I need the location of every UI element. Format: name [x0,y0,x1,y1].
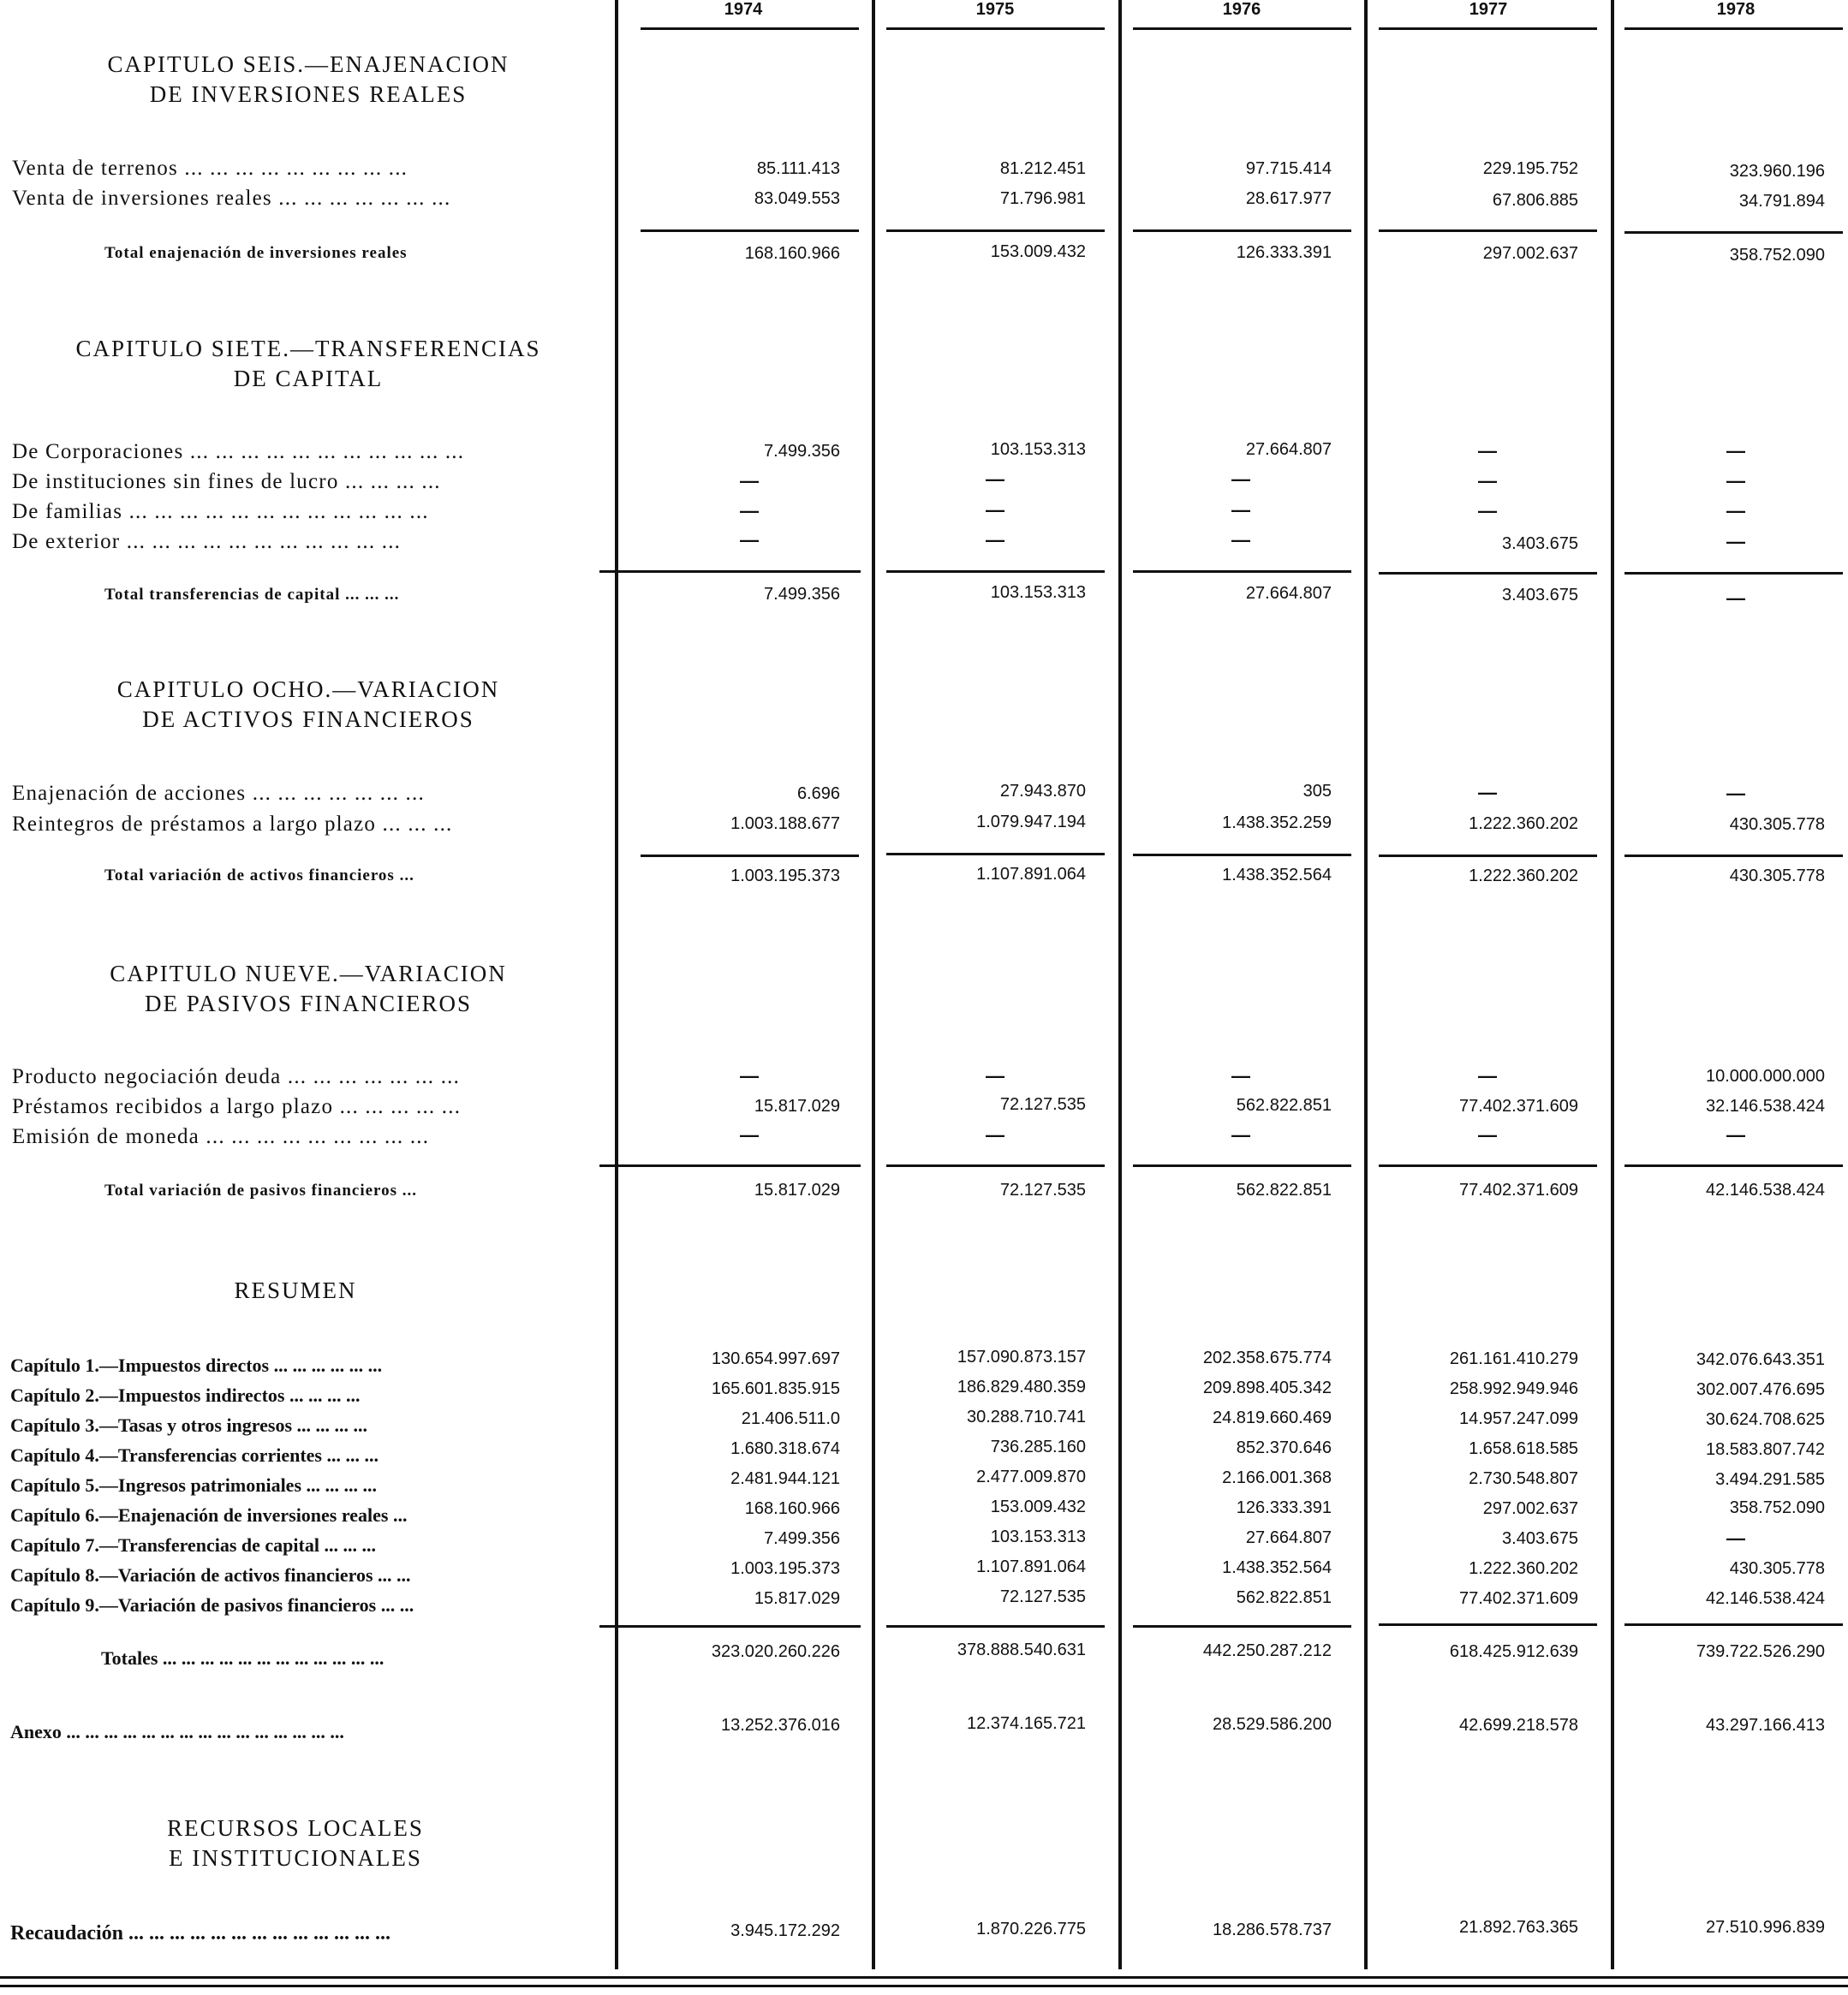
cell-value: — [740,529,759,551]
resumen-value: — [1726,1528,1745,1549]
total-rule [1624,231,1843,234]
recaudacion-value: 27.510.996.839 [1705,1918,1825,1937]
cell-value: — [986,1065,1004,1087]
resumen-value: 165.601.835.915 [711,1379,840,1398]
cell-value: — [1478,782,1497,803]
resumen-value: 736.285.160 [990,1438,1086,1456]
cell-value: — [1726,500,1745,521]
resumen-value: 2.477.009.870 [976,1468,1086,1486]
cell-value: 27.943.870 [999,782,1086,801]
header-rule [1624,27,1843,30]
resumen-value: 168.160.966 [744,1499,840,1518]
resumen-value: 77.402.371.609 [1458,1589,1578,1608]
header-rule [1133,27,1351,30]
resumen-label: Capítulo 3.—Tasas y otros ingresos ... ... ... ... [10,1414,368,1436]
column-divider [1611,0,1614,1969]
cell-value: — [1726,1124,1745,1146]
total-rule [1379,1623,1597,1626]
total-value: 72.127.535 [999,1181,1086,1200]
resumen-value: 72.127.535 [999,1587,1086,1606]
resumen-value: 103.153.313 [990,1528,1086,1546]
total-rule [1133,854,1351,856]
column-divider [1364,0,1368,1969]
resumen-value: 562.822.851 [1236,1588,1332,1607]
resumen-value: 342.076.643.351 [1696,1350,1825,1369]
totales-value: 323.020.260.226 [711,1642,840,1661]
cell-value: — [740,500,759,521]
total-value: 297.002.637 [1482,244,1578,263]
total-rule [886,1164,1105,1167]
total-value: 7.499.356 [764,585,840,604]
total-rule [886,229,1105,232]
resumen-value: 157.090.873.157 [957,1348,1086,1367]
cell-value: 323.960.196 [1729,162,1825,181]
total-value: 42.146.538.424 [1705,1181,1825,1200]
resumen-value: 7.499.356 [764,1529,840,1548]
cell-value: 97.715.414 [1245,159,1332,178]
recaudacion-label: Recaudación ... ... ... ... ... ... ... ... ... ... ... ... ... [10,1922,390,1944]
total-rule [1133,1164,1351,1167]
total-label: Total variación de pasivos financieros ... [104,1182,418,1200]
cell-value: 85.111.413 [756,159,840,178]
resumen-value: 297.002.637 [1482,1499,1578,1518]
cell-value: 103.153.313 [990,440,1086,459]
cell-value: 27.664.807 [1245,440,1332,459]
resumen-value: 30.288.710.741 [966,1408,1086,1426]
total-label: Total transferencias de capital ... ... ... [104,586,400,604]
year-header: 1974 [724,0,763,19]
year-header: 1976 [1222,0,1261,19]
total-rule [1624,855,1843,857]
cell-value: 6.696 [796,784,840,803]
cell-value: 1.003.188.677 [730,814,840,833]
resumen-value: 358.752.090 [1729,1498,1825,1517]
total-value: 15.817.029 [754,1181,840,1200]
cell-value: — [1231,529,1250,551]
total-rule [886,570,1105,573]
resumen-value: 202.358.675.774 [1202,1349,1332,1367]
row-label: Emisión de moneda ... ... ... ... ... ... ... ... ... [12,1125,430,1148]
row-label: De Corporaciones ... ... ... ... ... ... ... ... ... ... ... [12,440,465,463]
resumen-value: 14.957.247.099 [1458,1409,1578,1428]
total-rule [641,855,859,857]
cell-value: 1.079.947.194 [976,813,1086,831]
total-rule [641,229,859,232]
resumen-label: Capítulo 1.—Impuestos directos ... ... ... ... ... ... [10,1355,383,1376]
recaudacion-value: 18.286.578.737 [1212,1921,1332,1939]
column-divider [1118,0,1122,1969]
resumen-value: 153.009.432 [990,1498,1086,1516]
total-rule [1379,1164,1597,1167]
row-label: De exterior ... ... ... ... ... ... ... ... ... ... ... [12,530,402,553]
resumen-label: Capítulo 7.—Transferencias de capital ... ... ... [10,1534,376,1556]
total-value: 27.664.807 [1245,584,1332,603]
cell-value: — [986,529,1004,551]
anexo-value: 13.252.376.016 [720,1716,840,1735]
total-value: 562.822.851 [1236,1181,1332,1200]
total-value: 358.752.090 [1729,246,1825,265]
resumen-value: 302.007.476.695 [1696,1380,1825,1399]
cell-value: — [1231,1065,1250,1087]
total-label: Total variación de activos financieros ... [104,866,414,884]
resumen-value: 258.992.949.946 [1449,1379,1578,1398]
total-value: 3.403.675 [1502,586,1578,604]
totales-value: 739.722.526.290 [1696,1642,1825,1661]
cell-value: 28.617.977 [1245,189,1332,208]
cell-value: 1.222.360.202 [1469,814,1578,833]
cell-value: — [1478,1124,1497,1146]
resumen-value: 1.222.360.202 [1469,1559,1578,1578]
recursos-title: RECURSOS LOCALES E INSTITUCIONALES [167,1815,424,1871]
section-title: CAPITULO SEIS.—ENAJENACION DE INVERSIONES REALES [107,51,510,107]
total-rule [1133,570,1351,573]
cell-value: 229.195.752 [1482,159,1578,178]
cell-value: — [1726,783,1745,804]
total-value: 103.153.313 [990,583,1086,602]
resumen-value: 2.481.944.121 [730,1469,840,1488]
row-label: Préstamos recibidos a largo plazo ... ... ... ... ... [12,1095,462,1118]
total-rule [599,1164,861,1167]
total-rule [1133,1625,1351,1628]
cell-value: 7.499.356 [764,442,840,461]
bottom-rule [0,1985,1848,1987]
anexo-value: 28.529.586.200 [1212,1715,1332,1734]
section-title: CAPITULO NUEVE.—VARIACION DE PASIVOS FINANCIEROS [110,961,507,1016]
resumen-value: 3.403.675 [1502,1529,1578,1548]
resumen-value: 186.829.480.359 [957,1378,1086,1396]
section-title: CAPITULO OCHO.—VARIACION DE ACTIVOS FINANCIEROS [116,676,500,732]
resumen-label: Capítulo 5.—Ingresos patrimoniales ... ... ... ... [10,1474,378,1496]
cell-value: — [986,468,1004,490]
cell-value: 81.212.451 [999,159,1086,178]
cell-value: — [1478,500,1497,521]
totales-value: 618.425.912.639 [1449,1642,1578,1661]
resumen-value: 430.305.778 [1729,1559,1825,1578]
total-rule [1133,229,1351,232]
recaudacion-value: 1.870.226.775 [976,1920,1086,1938]
total-rule [1379,572,1597,575]
resumen-value: 1.003.195.373 [730,1559,840,1578]
cell-value: 67.806.885 [1492,191,1578,210]
year-header: 1975 [975,0,1015,19]
row-label: Venta de terrenos ... ... ... ... ... ... ... ... ... [12,157,408,180]
total-value: 77.402.371.609 [1458,1181,1578,1200]
cell-value: 72.127.535 [999,1095,1086,1114]
recaudacion-value: 3.945.172.292 [730,1921,840,1940]
total-value: 1.222.360.202 [1469,866,1578,885]
cell-value: — [740,470,759,491]
column-divider [615,0,618,1969]
total-rule [599,570,861,573]
column-divider [872,0,875,1969]
resumen-value: 18.583.807.742 [1705,1440,1825,1459]
resumen-label: Capítulo 6.—Enajenación de inversiones reales ... [10,1504,408,1526]
total-value: — [1726,587,1745,609]
total-rule [1624,572,1843,575]
total-value: 168.160.966 [744,244,840,263]
row-label: Reintegros de préstamos a largo plazo ... ... ... [12,813,453,836]
resumen-value: 30.624.708.625 [1705,1410,1825,1429]
total-rule [886,1625,1105,1628]
row-label: Venta de inversiones reales ... ... ... ... ... ... ... [12,187,451,210]
resumen-label: Capítulo 4.—Transferencias corrientes ... ... ... [10,1444,379,1466]
cell-value: — [1231,1124,1250,1146]
anexo-label: Anexo ... ... ... ... ... ... ... ... ... ... ... ... ... ... ... [10,1721,344,1742]
resumen-value: 27.664.807 [1245,1528,1332,1547]
resumen-label: Capítulo 9.—Variación de pasivos financieros ... ... [10,1594,414,1616]
total-label: Total enajenación de inversiones reales [104,244,408,262]
cell-value: — [1726,470,1745,491]
resumen-value: 126.333.391 [1236,1498,1332,1517]
total-rule [886,853,1105,855]
total-value: 430.305.778 [1729,866,1825,885]
cell-value: — [1726,531,1745,552]
cell-value: — [986,1124,1004,1146]
cell-value: — [740,1124,759,1146]
total-value: 153.009.432 [990,242,1086,261]
cell-value: 77.402.371.609 [1458,1097,1578,1116]
year-header: 1977 [1469,0,1508,19]
resumen-value: 2.730.548.807 [1469,1469,1578,1488]
row-label: Enajenación de acciones ... ... ... ... ... ... ... [12,782,425,805]
cell-value: 3.403.675 [1502,534,1578,553]
total-rule [1624,1623,1843,1626]
totales-value: 442.250.287.212 [1202,1641,1332,1660]
resumen-value: 1.680.318.674 [730,1439,840,1458]
total-value: 1.107.891.064 [976,865,1086,884]
resumen-label: Capítulo 2.—Impuestos indirectos ... ... ... ... [10,1385,361,1406]
resumen-value: 15.817.029 [754,1589,840,1608]
total-value: 126.333.391 [1236,243,1332,262]
recaudacion-value: 21.892.763.365 [1458,1918,1578,1937]
resumen-value: 21.406.511.0 [741,1409,840,1428]
row-label: De instituciones sin fines de lucro ... ... ... ... [12,470,441,493]
cell-value: — [1478,1065,1497,1087]
cell-value: 83.049.553 [754,189,840,208]
resumen-value: 130.654.997.697 [711,1349,840,1368]
cell-value: 34.791.894 [1738,192,1825,211]
resumen-value: 1.107.891.064 [976,1557,1086,1576]
resumen-value: 1.438.352.564 [1222,1558,1332,1577]
row-label: Producto negociación deuda ... ... ... ... ... ... ... [12,1065,461,1088]
cell-value: — [1478,470,1497,491]
cell-value: — [1478,440,1497,462]
resumen-value: 852.370.646 [1236,1438,1332,1457]
total-rule [1379,855,1597,857]
resumen-title: RESUMEN [234,1277,357,1303]
resumen-value: 24.819.660.469 [1212,1408,1332,1427]
cell-value: 430.305.778 [1729,815,1825,834]
anexo-value: 43.297.166.413 [1705,1716,1825,1735]
total-rule [1379,229,1597,232]
cell-value: — [740,1065,759,1087]
total-rule [599,1625,861,1628]
cell-value: 1.438.352.259 [1222,813,1332,832]
bottom-rule [0,1976,1848,1979]
resumen-value: 2.166.001.368 [1222,1468,1332,1487]
section-title: CAPITULO SIETE.—TRANSFERENCIAS DE CAPITAL [75,336,541,391]
cell-value: 71.796.981 [999,189,1086,208]
header-rule [886,27,1105,30]
header-rule [641,27,859,30]
anexo-value: 12.374.165.721 [966,1714,1086,1733]
cell-value: 32.146.538.424 [1705,1097,1825,1116]
resumen-value: 261.161.410.279 [1449,1349,1578,1368]
year-header: 1978 [1716,0,1756,19]
cell-value: 562.822.851 [1236,1096,1332,1115]
resumen-value: 3.494.291.585 [1715,1470,1825,1489]
cell-value: 305 [1303,782,1332,801]
resumen-value: 1.658.618.585 [1469,1439,1578,1458]
header-rule [1379,27,1597,30]
cell-value: — [1231,468,1250,490]
resumen-value: 42.146.538.424 [1705,1589,1825,1608]
cell-value: 15.817.029 [754,1097,840,1116]
cell-value: — [1726,440,1745,462]
resumen-label: Capítulo 8.—Variación de activos financieros ... ... [10,1564,411,1586]
total-rule [1624,1164,1843,1167]
cell-value: — [1231,499,1250,521]
resumen-value: 209.898.405.342 [1202,1379,1332,1397]
row-label: De familias ... ... ... ... ... ... ... ... ... ... ... ... [12,500,429,523]
anexo-value: 42.699.218.578 [1458,1716,1578,1735]
total-value: 1.438.352.564 [1222,866,1332,884]
cell-value: — [986,499,1004,521]
cell-value: 10.000.000.000 [1705,1067,1825,1086]
totales-value: 378.888.540.631 [957,1641,1086,1659]
total-value: 1.003.195.373 [730,866,840,885]
totales-label: Totales ... ... ... ... ... ... ... ... ... ... ... ... [101,1647,385,1669]
